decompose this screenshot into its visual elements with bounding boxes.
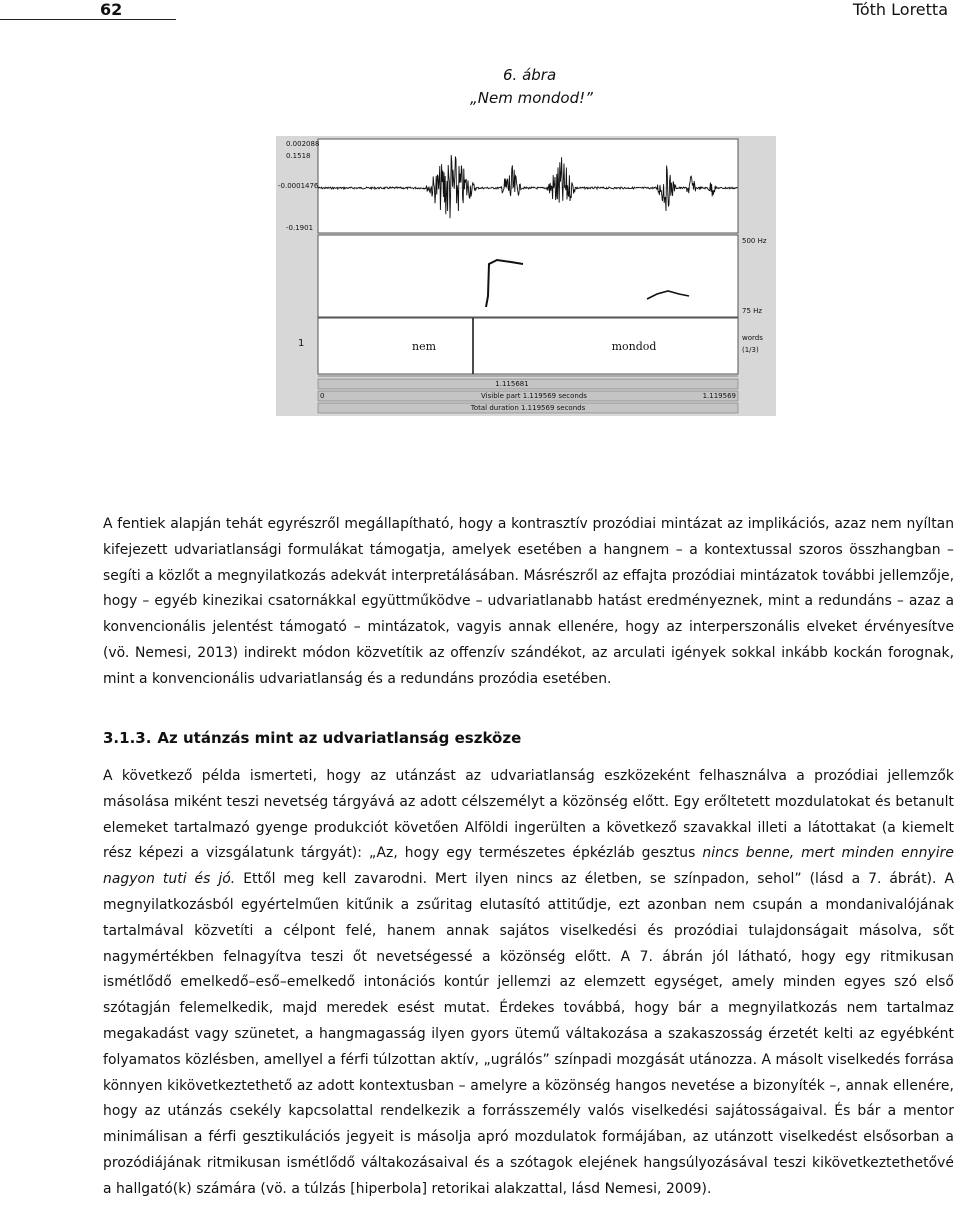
page-number: 62 — [100, 0, 123, 19]
tier-count-label: (1/3) — [742, 346, 759, 354]
figure-caption — [380, 64, 680, 110]
visible-part-end: 1.119569 — [702, 392, 736, 400]
tier-number-label: 1 — [298, 338, 305, 349]
pitch-min-label: 75 Hz — [742, 307, 763, 315]
paragraph-2-text-b: Ettől meg kell zavarodni. Mert ilyen nincs az életben, se színpadon, sehol” (lásd a 7. ábrát). A megnyilatkozásból egyértelműen kitűnik a zsűritag elutasító attitűdje, ezt azonban nem csupán a mondanivalójának tartalmával közvetíti a célpont felé, hanem annak sajátos viselkedési és prozódiai tulajdonságait másolva, sőt nagymértékben felnagyítva teszi őt nevetségessé a közönség előtt. A 7. ábrán jól látható, hogy egy ritmikusan ismétlődő emelkedő–eső–emelkedő intonációs kontúr jellemzi az elemzett egységet, amely minden egyes szó első szótagján felemelkedik, majd meredek esést mutat. Érdekes továbbá, hogy bár a megnyilatkozás nem tartalmaz megakadást vagy szünetet, a hangmagasság ilyen gyors ütemű váltakozása a szakaszosság érzetét kelti az egyébként folyamatos közlésben, amellyel a férfi túlzottan aktív, „ugrálós” színpadi mozgását utánozza. A másolt viselkedés forrása könnyen kikövetkeztethető az adott kontextusban – amelyre a közönség hangos nevetése a bizonyíték –, annak ellenére, hogy az utánzás csekély kapcsolattal rendelkezik a forrásszemély valós viselkedési sajátosságaival. És bár a mentor minimálisan a férfi gesztikulációs jegyeit is másolja apró mozdulatok formájában, az utánzott viselkedést elsősorban a prozódiájának ritmikusan ismétlődő váltakozásaival és a szótagok elejének hangsúlyozásával teszi kikövetkeztethetővé a hallgató(k) számára (vö. a túlzás [hiperbola] retorikai alakzattal, lásd Nemesi, 2009). — [103, 871, 954, 1197]
paragraph-2-text-a: A következő példa ismerteti, hogy az utánzást az udvariatlanság eszközeként felhasználva a prozódiai jellemzők másolása miként teszi nevetség tárgyává az adott célszemélyt a közönség előtt. Egy erőltetett mozdulatokat és betanult elemeket tartalmazó gyenge produkciót követően Alföldi ingerülten a következő szavakkal illeti a látottakat (a kiemelt rész képezi a vizsgálatunk tárgyát): „Az, hogy egy természetes épkézláb gesztus — [103, 768, 954, 862]
figure-number: 6. ábra — [503, 66, 557, 84]
word-nem: nem — [411, 340, 437, 353]
page-header — [0, 0, 960, 24]
running-head-author: Tóth Loretta — [852, 0, 948, 19]
total-duration-label: Total duration 1.119569 seconds — [470, 404, 586, 412]
praat-spectrogram-image — [276, 136, 776, 416]
figure-title: „Nem mondod!” — [470, 89, 593, 107]
word-mondod: mondod — [611, 340, 657, 353]
time-cursor-label: 1.115681 — [495, 380, 529, 388]
waveform-min-label: -0.1901 — [286, 224, 314, 232]
header-rule — [0, 19, 176, 20]
paragraph-2-italic-quote: nincs benne, mert minden ennyire nagyon tuti és jó. — [103, 845, 955, 888]
paragraph-1-text: A fentiek alapján tehát egyrészről megállapítható, hogy a kontrasztív prozódiai mintázat az implikációs, azaz nem nyíltan kifejezett udvariatlansági formulákat támogatja, amelyek esetében a hangnem – a kontextussal szoros összhangban – segíti a közlőt a megnyilatkozás adekvát interpretálásában. Másrészről az effajta prozódiai mintázatok további jellemzője, hogy – egyéb kinezikai csatornákkal együttműködve – udvariatlanabb hatást eredményeznek, mint a redundáns – azaz a konvencionális jelentést támogató – mintázatok, vagyis annak ellenére, hogy az interperszonális elveket érvényesítve (vö. Nemesi, 2013) indirekt módon közvetítik az offenzív szándékot, az arculati igények sokkal inkább kockán forognak, mint a konvencionális udvariatlanság és a redundáns prozódia esetében. — [103, 516, 954, 687]
section-heading — [103, 729, 521, 747]
visible-part-label: Visible part 1.119569 seconds — [481, 392, 587, 400]
waveform-zero-label: -0.0001476 — [278, 182, 319, 190]
tier-name-label: words — [742, 334, 763, 342]
paragraph-1 — [103, 512, 954, 693]
waveform-max-label: 0.002088 — [286, 140, 320, 148]
visible-part-start: 0 — [320, 392, 325, 400]
section-number: 3.1.3. — [103, 729, 152, 747]
section-title: Az utánzás mint az udvariatlanság eszköze — [157, 729, 522, 747]
waveform-upper-label: 0.1518 — [286, 152, 311, 160]
pitch-max-label: 500 Hz — [742, 237, 767, 245]
praat-figure — [276, 136, 776, 416]
paragraph-2 — [103, 764, 954, 1203]
